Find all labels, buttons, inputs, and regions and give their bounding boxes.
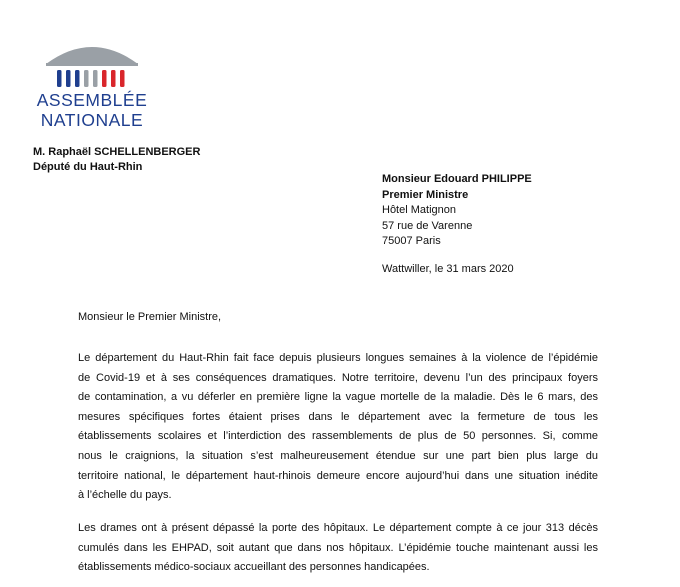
text-line: territoire national, le département haut-rhinois demeure encore aujourd’hui dans une situation inédite xyxy=(78,469,598,482)
logo-line-2: NATIONALE xyxy=(40,110,144,130)
body-paragraph-2 xyxy=(78,519,598,578)
sender-name: M. Raphaël SCHELLENBERGER xyxy=(33,146,201,158)
text-line: mesures spécifiques fortes étaient prises dans le département avec la fermeture de tous les xyxy=(78,410,598,423)
text-line: établissements médico-sociaux accueillant des personnes handicapées. xyxy=(78,561,430,574)
text-line: nous le craignions, la situation s’est malheureusement étendue sur une part bien plus large du xyxy=(78,449,598,462)
logo-line-1: ASSEMBLÉE xyxy=(36,90,148,110)
text-line: établissements scolaires et l’interdiction des rassemblements de plus de 50 personnes. Si, comme xyxy=(78,430,598,443)
recipient-title: Premier Ministre xyxy=(382,188,469,201)
text-line: Les drames ont à présent dépassé la porte des hôpitaux. Le département compte à ce jour 313 décès xyxy=(78,522,598,534)
text-line: de Covid-19 et à ses conséquences dramatiques. Notre territoire, devenu l’un des principaux foyers xyxy=(78,371,598,384)
sender-title: Député du Haut-Rhin xyxy=(33,161,143,173)
recipient-address-line: Hôtel Matignon xyxy=(382,204,456,216)
sender-block xyxy=(33,145,200,175)
recipient-block xyxy=(382,172,532,250)
hemicycle-icon xyxy=(42,32,142,88)
recipient-name: Monsieur Edouard PHILIPPE xyxy=(382,173,532,185)
recipient-address-line: 57 rue de Varenne xyxy=(382,219,473,232)
text-line: de contamination, a vu déferler en première ligne la vague mortelle de la maladie. Dès le 6 mars, des xyxy=(78,391,598,404)
text-line: Le département du Haut-Rhin fait face depuis plusieurs longues semaines à la violence de l’épidémie xyxy=(78,352,598,364)
salutation: Monsieur le Premier Ministre, xyxy=(78,311,222,323)
text-line: à l’échelle du pays. xyxy=(78,489,172,502)
recipient-address-line: 75007 Paris xyxy=(382,235,441,247)
letter-date: Wattwiller, le 31 mars 2020 xyxy=(382,263,514,275)
body-paragraph-1 xyxy=(78,349,598,506)
text-line: cumulés dans les EHPAD, soit autant que dans nos hôpitaux. L’épidémie touche maintenant aussi les xyxy=(78,541,598,554)
